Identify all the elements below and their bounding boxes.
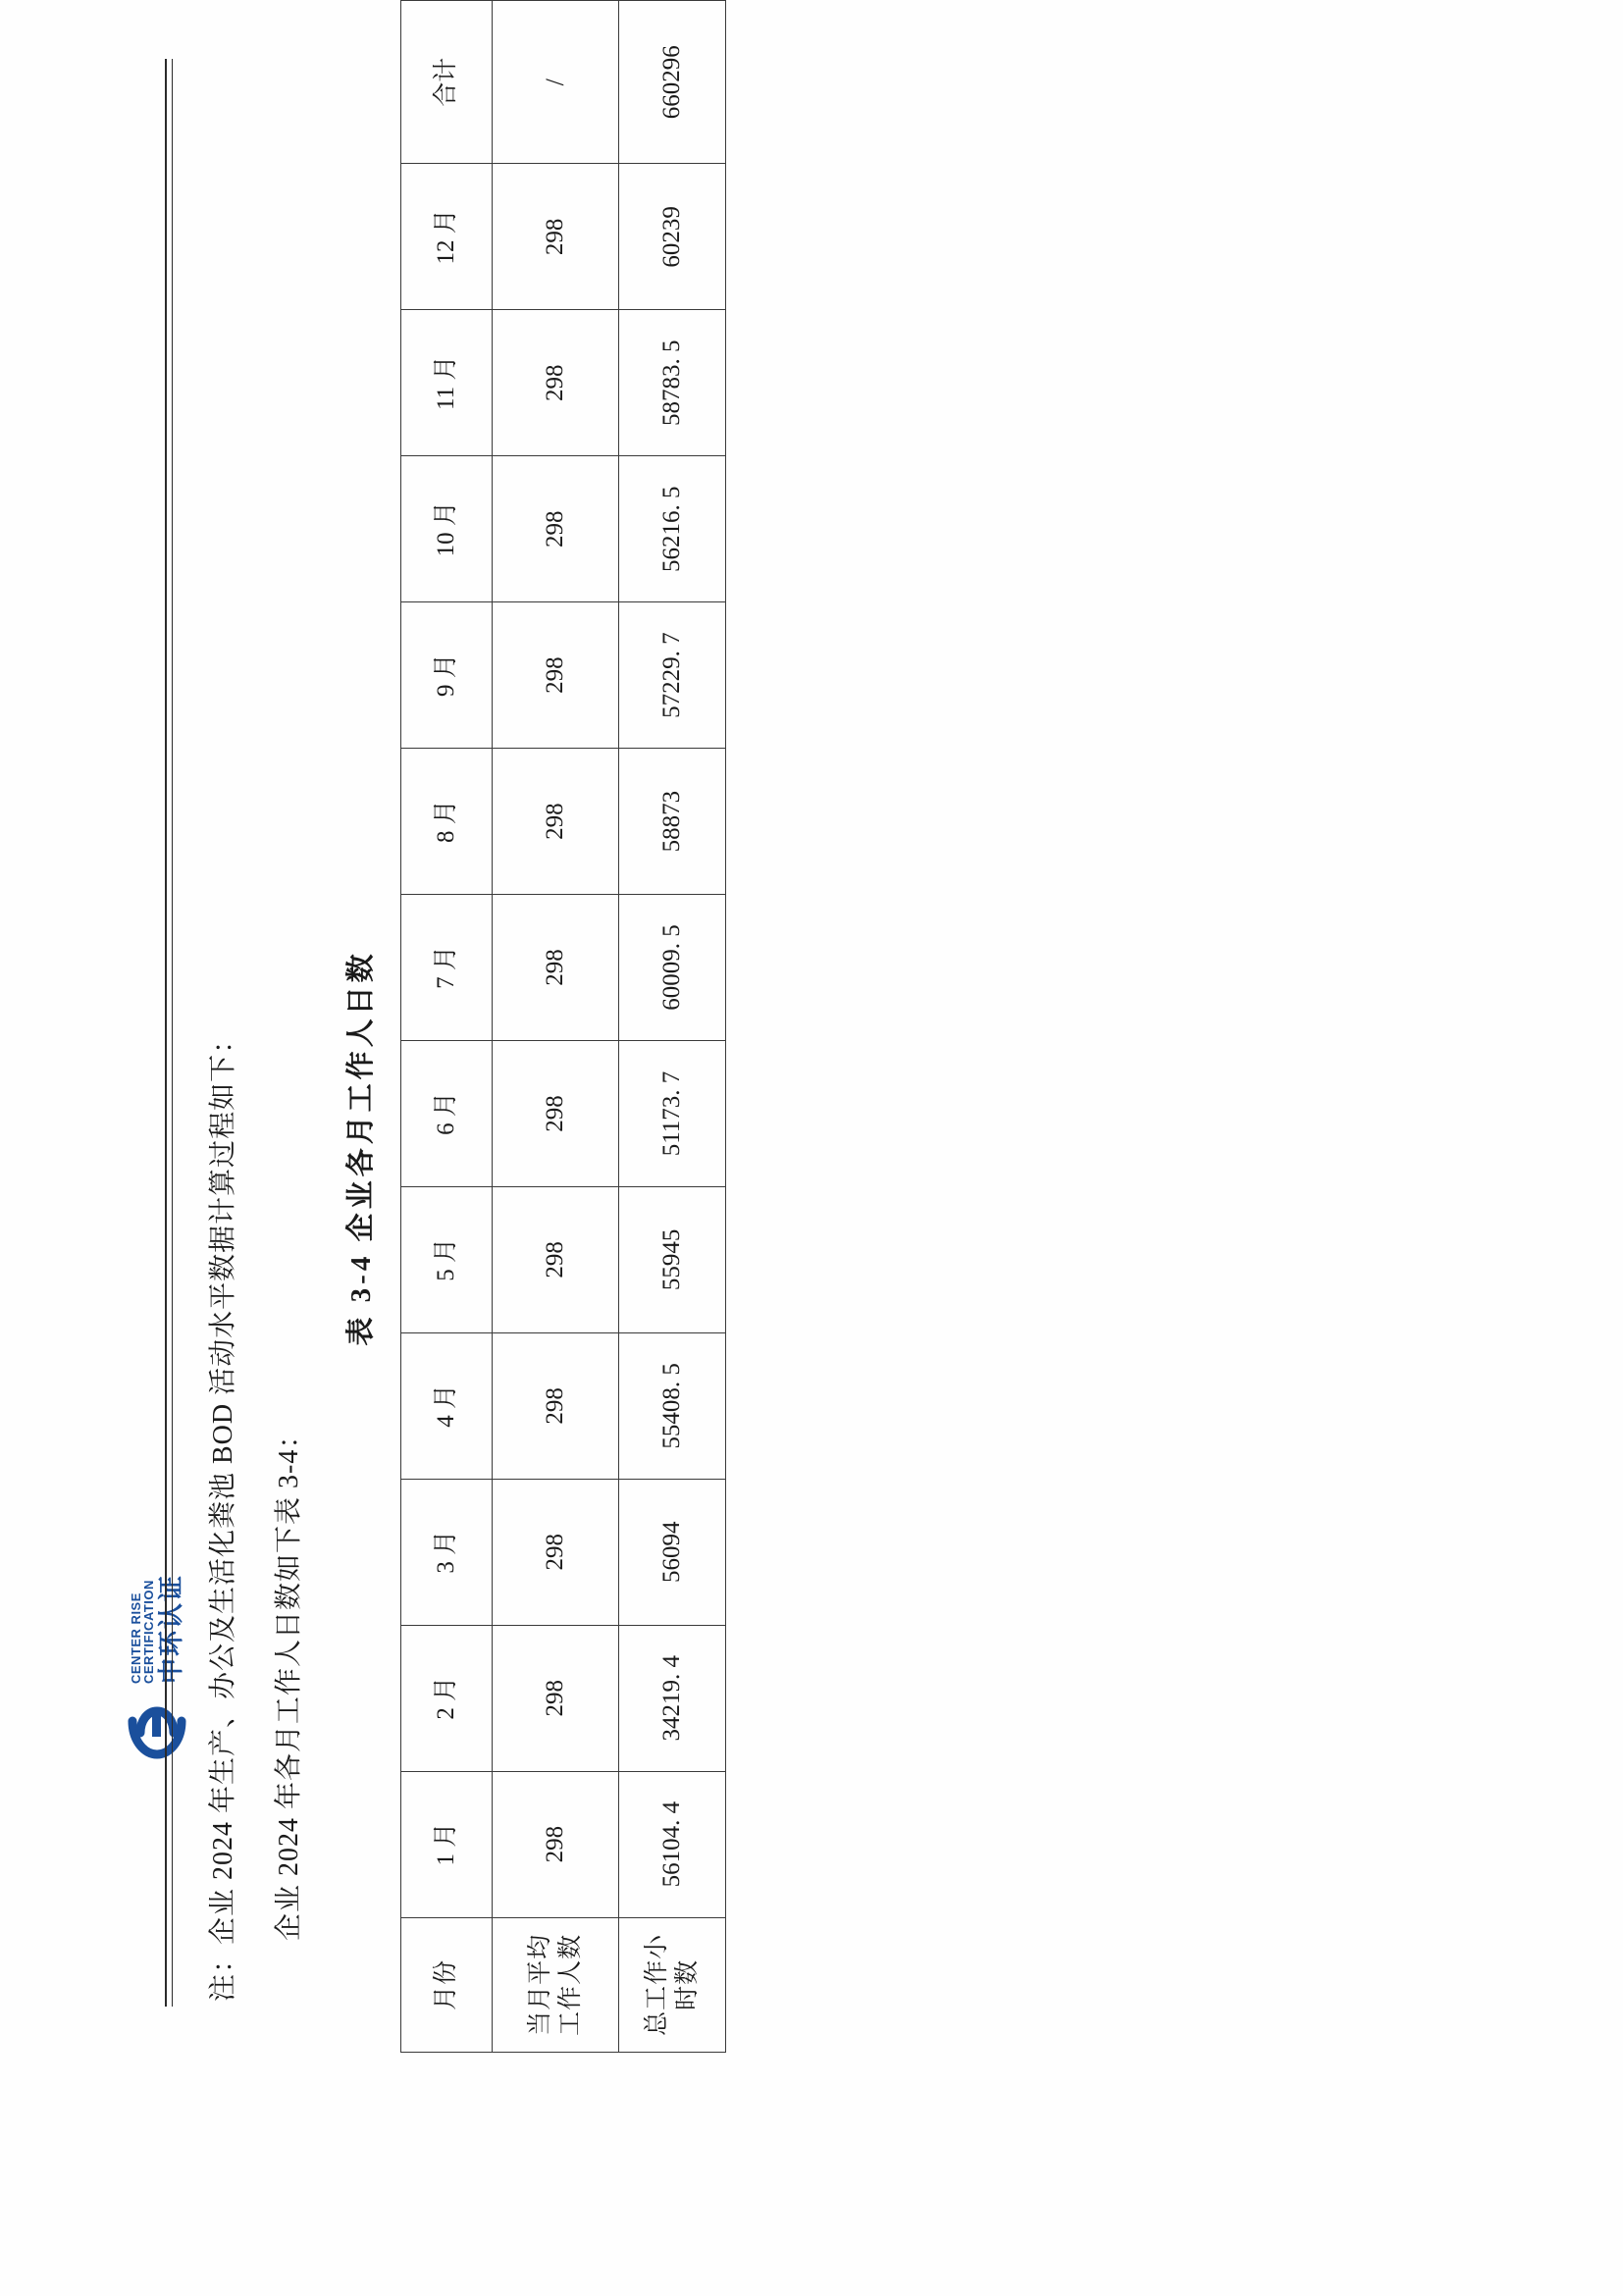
column-header-cell: 11 月 bbox=[401, 310, 493, 456]
table-cell: 298 bbox=[493, 456, 619, 602]
table-cell: 58873 bbox=[619, 749, 726, 895]
paragraph-text: 企业 2024 年各月工作人日数如下表 3-4： bbox=[274, 1420, 304, 1941]
table-cell: 660296 bbox=[619, 1, 726, 164]
table-cell: 34219. 4 bbox=[619, 1625, 726, 1771]
table-cell: 298 bbox=[493, 1332, 619, 1479]
column-header-cell: 3 月 bbox=[401, 1479, 493, 1625]
header-rule-bottom bbox=[172, 59, 173, 2007]
column-header-cell: 6 月 bbox=[401, 1041, 493, 1187]
table-cell: 56104. 4 bbox=[619, 1771, 726, 1917]
column-header-cell: 12 月 bbox=[401, 164, 493, 310]
logo-cn-name: 中环认证 bbox=[155, 1573, 185, 1684]
table-cell: 298 bbox=[493, 1186, 619, 1332]
table-cell: 298 bbox=[493, 1041, 619, 1187]
row-header-cell: 总工作小时数 bbox=[619, 1917, 726, 2052]
table-cell: 298 bbox=[493, 602, 619, 749]
column-header-cell: 1 月 bbox=[401, 1771, 493, 1917]
column-header-cell: 合计 bbox=[401, 1, 493, 164]
table-cell: 60009. 5 bbox=[619, 895, 726, 1041]
header-rule-top bbox=[165, 59, 167, 2007]
table-header-row bbox=[401, 1, 493, 2053]
column-header-cell: 4 月 bbox=[401, 1332, 493, 1479]
logo-en-line1: CENTER RISE bbox=[128, 1592, 143, 1684]
table-row bbox=[619, 1, 726, 2053]
column-header-cell: 2 月 bbox=[401, 1625, 493, 1771]
table-cell: 298 bbox=[493, 895, 619, 1041]
table-cell: 58783. 5 bbox=[619, 310, 726, 456]
table-cell: 298 bbox=[493, 164, 619, 310]
table-cell: 56094 bbox=[619, 1479, 726, 1625]
table-caption: 表 3-4 企业各月工作人日数 bbox=[345, 950, 377, 1346]
table-cell: 298 bbox=[493, 749, 619, 895]
table-cell: 298 bbox=[493, 1625, 619, 1771]
table-cell: 57229. 7 bbox=[619, 602, 726, 749]
table-cell: 298 bbox=[493, 1479, 619, 1625]
table-cell: 55945 bbox=[619, 1186, 726, 1332]
column-header-cell: 月份 bbox=[401, 1917, 493, 2052]
logo-en-line2: CERTIFICATION bbox=[141, 1580, 157, 1684]
table-cell: 298 bbox=[493, 310, 619, 456]
row-header-cell: 当月平均工作人数 bbox=[493, 1917, 619, 2052]
note-text: 注：企业 2024 年生产、办公及生活化粪池 BOD 活动水平数据计算过程如下： bbox=[208, 1024, 238, 2002]
table-cell: 55408. 5 bbox=[619, 1332, 726, 1479]
table-cell: 51173. 7 bbox=[619, 1041, 726, 1187]
column-header-cell: 9 月 bbox=[401, 602, 493, 749]
column-header-cell: 7 月 bbox=[401, 895, 493, 1041]
table-cell: 298 bbox=[493, 1771, 619, 1917]
column-header-cell: 5 月 bbox=[401, 1186, 493, 1332]
column-header-cell: 8 月 bbox=[401, 749, 493, 895]
column-header-cell: 10 月 bbox=[401, 456, 493, 602]
table-cell: / bbox=[493, 1, 619, 164]
table-cell: 56216. 5 bbox=[619, 456, 726, 602]
table-row bbox=[493, 1, 619, 2053]
table-cell: 60239 bbox=[619, 164, 726, 310]
work-person-days-table bbox=[400, 0, 726, 2053]
